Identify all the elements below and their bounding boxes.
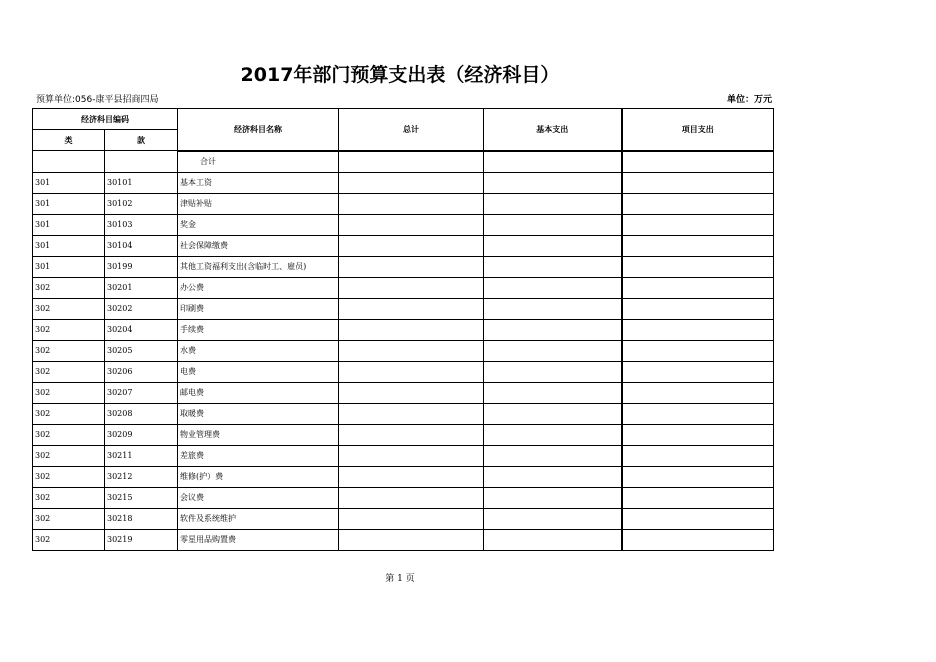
table-row: [33, 319, 774, 340]
cell-subject-name[interactable]: 水费: [178, 340, 339, 361]
cell-lei[interactable]: 302: [33, 340, 105, 361]
header-subject-name: 经济科目名称: [178, 109, 339, 151]
cell-basic[interactable]: [484, 340, 622, 361]
cell-basic[interactable]: [484, 424, 622, 445]
header-kuan: 款: [105, 130, 178, 151]
cell-basic[interactable]: [484, 466, 622, 487]
table-row: [33, 487, 774, 508]
cell-kuan[interactable]: 30199: [105, 256, 178, 277]
cell-lei[interactable]: 301: [33, 256, 105, 277]
table-row: [33, 529, 774, 550]
table-row: [33, 298, 774, 319]
cell-total[interactable]: [339, 214, 484, 235]
cell-lei[interactable]: 302: [33, 361, 105, 382]
cell-subject-name[interactable]: 物业管理费: [178, 424, 339, 445]
cell-lei[interactable]: 302: [33, 403, 105, 424]
cell-subject-name[interactable]: 办公费: [178, 277, 339, 298]
header-lei: 类: [33, 130, 105, 151]
cell-subject-name[interactable]: 奖金: [178, 214, 339, 235]
cell-kuan[interactable]: 30103: [105, 214, 178, 235]
table-row: [33, 361, 774, 382]
cell-project[interactable]: [622, 193, 774, 214]
cell-total[interactable]: [339, 298, 484, 319]
cell-subject-name[interactable]: 软件及系统维护: [178, 508, 339, 529]
cell-project[interactable]: [622, 529, 774, 550]
cell-kuan[interactable]: 30101: [105, 172, 178, 193]
cell-kuan[interactable]: 30212: [105, 466, 178, 487]
table-row: [33, 214, 774, 235]
cell-project[interactable]: [622, 235, 774, 256]
cell-project[interactable]: [622, 466, 774, 487]
cell-lei[interactable]: 302: [33, 508, 105, 529]
cell-kuan[interactable]: 30208: [105, 403, 178, 424]
cell-lei[interactable]: 302: [33, 529, 105, 550]
cell-lei[interactable]: 301: [33, 235, 105, 256]
cell-total[interactable]: [339, 487, 484, 508]
table-row: [33, 424, 774, 445]
cell-basic[interactable]: [484, 361, 622, 382]
cell-kuan[interactable]: [105, 151, 178, 173]
cell-subject-name[interactable]: 印刷费: [178, 298, 339, 319]
page-title: 2017年部门预算支出表（经济科目）: [240, 64, 560, 86]
cell-subject-name[interactable]: 手续费: [178, 319, 339, 340]
cell-subject-name[interactable]: 社会保障缴费: [178, 235, 339, 256]
cell-kuan[interactable]: 30201: [105, 277, 178, 298]
cell-project[interactable]: [622, 424, 774, 445]
cell-subject-name[interactable]: 邮电费: [178, 382, 339, 403]
cell-total[interactable]: [339, 340, 484, 361]
cell-subject-name[interactable]: 电费: [178, 361, 339, 382]
cell-basic[interactable]: [484, 193, 622, 214]
cell-basic[interactable]: [484, 403, 622, 424]
cell-kuan[interactable]: 30209: [105, 424, 178, 445]
cell-total[interactable]: [339, 508, 484, 529]
cell-basic[interactable]: [484, 256, 622, 277]
cell-total[interactable]: [339, 445, 484, 466]
cell-kuan[interactable]: 30205: [105, 340, 178, 361]
table-row: [33, 235, 774, 256]
cell-lei[interactable]: 302: [33, 298, 105, 319]
cell-kuan[interactable]: 30215: [105, 487, 178, 508]
cell-lei[interactable]: 302: [33, 424, 105, 445]
cell-subject-name[interactable]: 零星用品购置费: [178, 529, 339, 550]
cell-basic[interactable]: [484, 235, 622, 256]
budget-table: [32, 108, 774, 551]
cell-lei[interactable]: 302: [33, 445, 105, 466]
cell-project[interactable]: [622, 319, 774, 340]
cell-subject-name[interactable]: 基本工资: [178, 172, 339, 193]
page-number: 第 1 页: [385, 574, 415, 584]
cell-lei[interactable]: 301: [33, 214, 105, 235]
cell-kuan[interactable]: 30202: [105, 298, 178, 319]
cell-total[interactable]: [339, 466, 484, 487]
cell-project[interactable]: [622, 151, 774, 173]
table-row: [33, 172, 774, 193]
header-basic-expense: 基本支出: [484, 109, 622, 151]
cell-kuan[interactable]: 30219: [105, 529, 178, 550]
cell-project[interactable]: [622, 445, 774, 466]
cell-total[interactable]: [339, 172, 484, 193]
cell-subject-name[interactable]: 津贴补贴: [178, 193, 339, 214]
budget-unit-label: 预算单位:056-康平县招商四局: [36, 95, 159, 105]
cell-total[interactable]: [339, 424, 484, 445]
cell-total[interactable]: [339, 529, 484, 550]
cell-subject-name[interactable]: 维修(护）费: [178, 466, 339, 487]
cell-basic[interactable]: [484, 487, 622, 508]
cell-kuan[interactable]: 30218: [105, 508, 178, 529]
cell-project[interactable]: [622, 487, 774, 508]
cell-total[interactable]: [339, 382, 484, 403]
cell-basic[interactable]: [484, 298, 622, 319]
cell-total[interactable]: [339, 361, 484, 382]
cell-subject-name[interactable]: 合计: [178, 151, 339, 173]
cell-kuan[interactable]: 30211: [105, 445, 178, 466]
table-row: [33, 193, 774, 214]
table-row: [33, 382, 774, 403]
cell-kuan[interactable]: 30102: [105, 193, 178, 214]
header-code-group: 经济科目编码: [33, 109, 178, 130]
table-row: [33, 277, 774, 298]
cell-lei[interactable]: 302: [33, 487, 105, 508]
currency-unit-label: 单位：万元: [726, 95, 772, 105]
cell-lei[interactable]: 302: [33, 277, 105, 298]
table-row: [33, 466, 774, 487]
cell-subject-name[interactable]: 取暖费: [178, 403, 339, 424]
cell-project[interactable]: [622, 382, 774, 403]
cell-project[interactable]: [622, 340, 774, 361]
table-row: [33, 403, 774, 424]
cell-subject-name[interactable]: 差旅费: [178, 445, 339, 466]
header-project-expense: 项目支出: [622, 109, 774, 151]
cell-kuan[interactable]: 30204: [105, 319, 178, 340]
cell-basic[interactable]: [484, 319, 622, 340]
cell-lei[interactable]: 301: [33, 172, 105, 193]
cell-subject-name[interactable]: 其他工资福利支出(含临时工、雇员): [178, 256, 339, 277]
cell-basic[interactable]: [484, 529, 622, 550]
cell-total[interactable]: [339, 151, 484, 173]
cell-project[interactable]: [622, 403, 774, 424]
cell-basic[interactable]: [484, 214, 622, 235]
cell-total[interactable]: [339, 403, 484, 424]
table-row: [33, 340, 774, 361]
cell-kuan[interactable]: 30207: [105, 382, 178, 403]
cell-project[interactable]: [622, 277, 774, 298]
cell-total[interactable]: [339, 235, 484, 256]
cell-lei[interactable]: 302: [33, 466, 105, 487]
cell-total[interactable]: [339, 193, 484, 214]
cell-project[interactable]: [622, 214, 774, 235]
cell-kuan[interactable]: 30206: [105, 361, 178, 382]
cell-total[interactable]: [339, 277, 484, 298]
cell-lei[interactable]: 302: [33, 319, 105, 340]
total-row: [33, 151, 774, 173]
table-row: [33, 508, 774, 529]
cell-lei[interactable]: 301: [33, 193, 105, 214]
cell-lei[interactable]: [33, 151, 105, 173]
cell-lei[interactable]: 302: [33, 382, 105, 403]
cell-basic[interactable]: [484, 508, 622, 529]
cell-subject-name[interactable]: 会议费: [178, 487, 339, 508]
cell-total[interactable]: [339, 256, 484, 277]
cell-project[interactable]: [622, 298, 774, 319]
cell-total[interactable]: [339, 319, 484, 340]
cell-project[interactable]: [622, 508, 774, 529]
cell-basic[interactable]: [484, 277, 622, 298]
header-total: 总计: [339, 109, 484, 151]
table-row: [33, 445, 774, 466]
cell-basic[interactable]: [484, 445, 622, 466]
cell-project[interactable]: [622, 172, 774, 193]
cell-project[interactable]: [622, 361, 774, 382]
table-row: [33, 256, 774, 277]
cell-kuan[interactable]: 30104: [105, 235, 178, 256]
cell-basic[interactable]: [484, 172, 622, 193]
cell-basic[interactable]: [484, 382, 622, 403]
cell-basic[interactable]: [484, 151, 622, 173]
cell-project[interactable]: [622, 256, 774, 277]
